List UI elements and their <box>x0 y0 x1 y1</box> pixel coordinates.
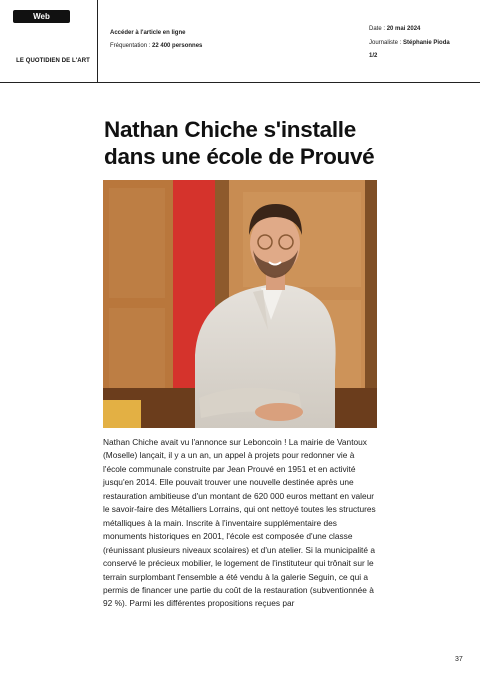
audience-value: 22 400 personnes <box>152 43 203 49</box>
audience-label: Fréquentation : <box>110 43 153 49</box>
page-count: 1/2 <box>369 53 378 59</box>
header-divider-horizontal <box>0 82 480 83</box>
journalist-line <box>369 40 450 46</box>
journalist-label: Journaliste : <box>369 40 404 46</box>
audience-line <box>110 43 202 49</box>
journalist-value: Stéphanie Pioda <box>403 40 450 46</box>
web-badge: Web <box>13 10 70 23</box>
article-photo <box>103 180 377 428</box>
article-body: Nathan Chiche avait vu l'annonce sur Leboncoin ! La mairie de Vantoux (Moselle) lançait, il y a un an, un appel à projets pour redonner vie à l'école communale construite par Jean Prouvé en 1951 et en activité jusqu'en 2014. Elle pouvait trouver une nouvelle destinée après une restauration ambitieuse d'un montant de 620 000 euros mettant en valeur le savoir-faire des Métalliers Lorrains, qui ont nettoyé toutes les structures métalliques à la main. Inscrite à l'inventaire supplémentaire des monuments historiques en 2001, l'école est composée d'une classe (réunissant plusieurs niveaux scolaires) et d'un atelier. Si la municipalité a conservé le précieux mobilier, le logement de l'instituteur qui trônait sur le terrain surplombant l'ensemble a été vendu à la galerie Seguin, ce qui a permis de financer une partie du coût de la restauration (subventionnée à 92 %). Parmi les différentes propositions reçues par <box>103 437 376 609</box>
article-title: Nathan Chiche s'installe dans une école de Prouvé <box>104 117 375 169</box>
date-value: 20 mai 2024 <box>386 26 421 32</box>
header-divider-vertical <box>97 0 98 82</box>
article-link[interactable]: Accéder à l'article en ligne <box>110 30 186 36</box>
page-number: 37 <box>455 656 463 663</box>
date-line <box>369 26 420 32</box>
publication-name: LE QUOTIDIEN DE L'ART <box>16 58 90 64</box>
date-label: Date : <box>369 26 387 32</box>
